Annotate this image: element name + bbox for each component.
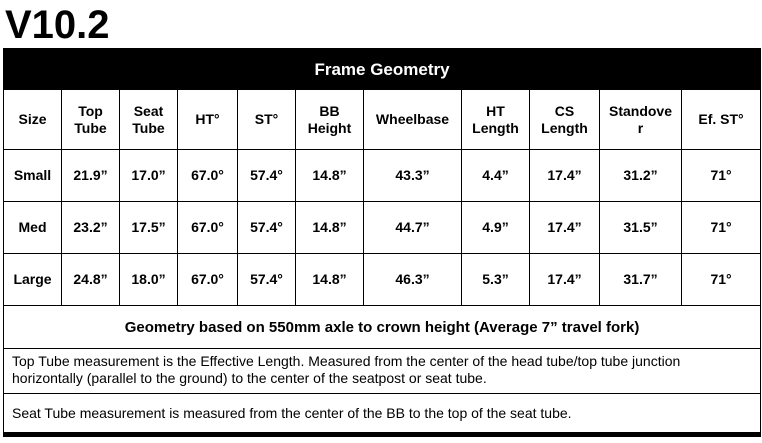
column-header: Wheelbase [364,90,462,150]
table-cell: 17.5” [120,202,178,254]
table-cell: 14.8” [296,254,364,306]
table-cell: 31.7” [600,254,682,306]
column-header: HT Length [462,90,530,150]
table-cell: 67.0° [178,254,238,306]
table-cell: 57.4° [238,150,296,202]
table-cell: 5.3” [462,254,530,306]
geometry-table [3,48,761,437]
table-cell: 71° [682,254,761,306]
table-title: Frame Geometry [4,49,761,90]
table-cell: 14.8” [296,150,364,202]
table-cell: 18.0” [120,254,178,306]
table-cell: 71° [682,202,761,254]
bottom-rule [4,433,761,437]
column-header: Top Tube [62,90,120,150]
table-cell: 71° [682,150,761,202]
column-header: HT° [178,90,238,150]
column-header: ST° [238,90,296,150]
table-cell: 44.7” [364,202,462,254]
table-cell: 67.0° [178,150,238,202]
seat-tube-note: Seat Tube measurement is measured from the center of the BB to the top of the seat tube. [4,394,761,433]
table-cell: 31.5” [600,202,682,254]
table-cell: 46.3” [364,254,462,306]
table-cell: Small [4,150,62,202]
table-cell: 23.2” [62,202,120,254]
column-header: Standover [600,90,682,150]
table-cell: 17.0” [120,150,178,202]
column-header: CS Length [530,90,600,150]
table-cell: Large [4,254,62,306]
table-cell: 4.9” [462,202,530,254]
table-cell: 17.4” [530,202,600,254]
top-tube-note: Top Tube measurement is the Effective Length. Measured from the center of the head tube/top tube junction horizontally (parallel to the ground) to the center of the seatpost or seat tube. [4,349,761,394]
table-cell: 4.4” [462,150,530,202]
header-row [4,90,761,150]
geometry-note: Geometry based on 550mm axle to crown height (Average 7” travel fork) [4,306,761,349]
table-cell: 24.8” [62,254,120,306]
column-header: BB Height [296,90,364,150]
column-header: Size [4,90,62,150]
table-cell: 31.2” [600,150,682,202]
table-cell: Med [4,202,62,254]
table-cell: 14.8” [296,202,364,254]
table-cell: 57.4° [238,254,296,306]
column-header: Ef. ST° [682,90,761,150]
table-cell: 21.9” [62,150,120,202]
table-cell: 17.4” [530,150,600,202]
table-cell: 67.0° [178,202,238,254]
page-title: V10.2 [5,3,110,47]
table-row [4,202,761,254]
table-cell: 17.4” [530,254,600,306]
table-cell: 43.3” [364,150,462,202]
column-header: Seat Tube [120,90,178,150]
table-row [4,254,761,306]
table-row [4,150,761,202]
table-cell: 57.4° [238,202,296,254]
